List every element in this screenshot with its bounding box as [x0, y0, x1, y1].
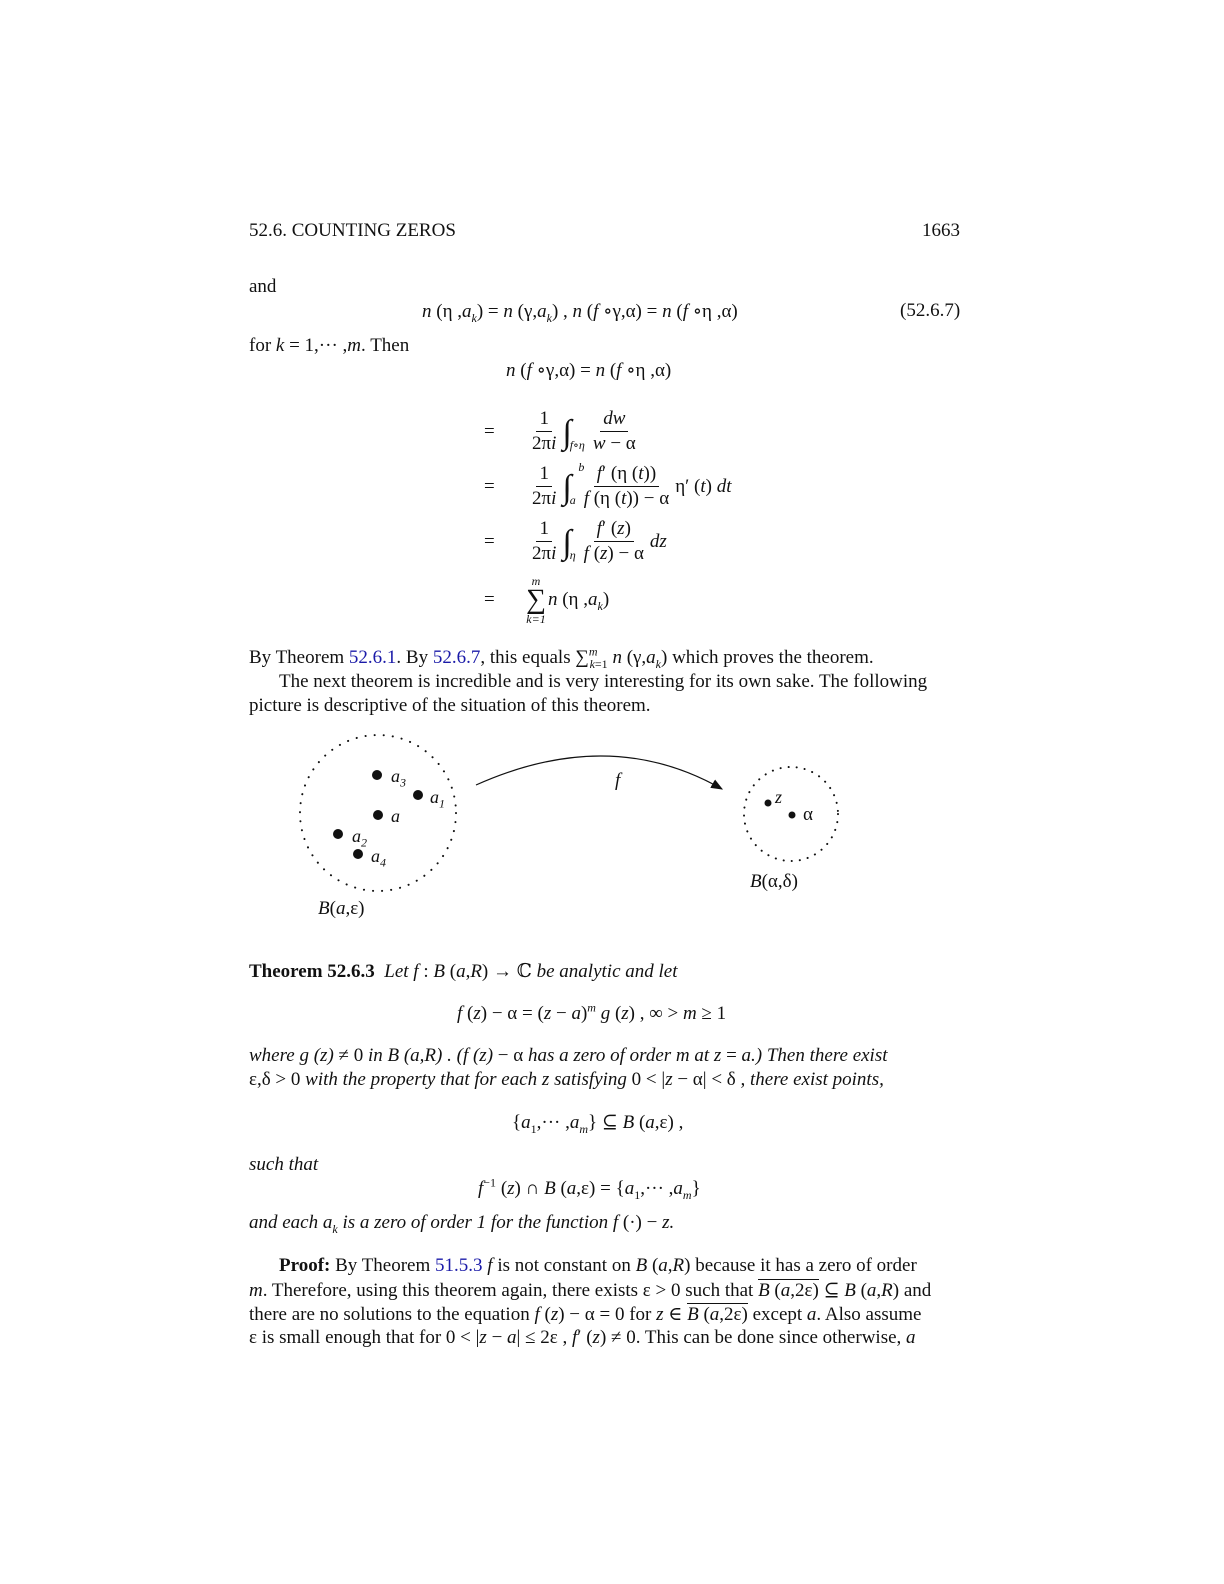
- proof-line-2: m. Therefore, using this theorem again, there exists ε > 0 such that B (a,2ε) ⊆ B (a,R) and: [249, 1280, 932, 1301]
- point-z: [765, 800, 772, 807]
- link-theorem-52-6-1[interactable]: 52.6.1: [348, 647, 397, 668]
- label-a4: $a_4$: [371, 846, 386, 870]
- derivation-first-line: n (f ∘γ,α) = n (f ∘η ,α): [506, 360, 672, 381]
- theorem-eps-line: ε,δ > 0 with the property that for each z satisfying 0 < |z − α| < δ , there exist points,: [249, 1069, 884, 1090]
- label-z: z: [775, 787, 783, 807]
- equation-number: (52.6.7): [900, 300, 961, 321]
- label-alpha: α: [803, 804, 813, 825]
- paragraph-next-theorem: The next theorem is incredible and is very interesting for its own sake. The following: [279, 671, 928, 692]
- figure-mapping: [280, 725, 860, 925]
- point-a1: [413, 790, 423, 800]
- proof-line-3: there are no solutions to the equation f (z) − α = 0 for z ∈ B (a,2ε) except a. Also assume: [249, 1304, 922, 1325]
- theorem-each-ak: and each $a_k$ is a zero of order 1 for the function f (·) − z.: [249, 1212, 675, 1236]
- theorem-preimage-line: $f^{-1}$ (z) ∩ B $(a,\varepsilon) = \{a_1,\cdot\cdot\cdot ,a_m\}$: [478, 1175, 701, 1202]
- mapping-arrow: [476, 756, 722, 789]
- text-for-k: for k = 1,··· ,m. Then: [249, 335, 410, 356]
- label-left-ball: B(a,ε): [318, 898, 365, 919]
- point-a: [373, 810, 383, 820]
- point-alpha: [789, 812, 796, 819]
- label-a: a: [391, 806, 400, 826]
- point-a3: [372, 770, 382, 780]
- running-header: 52.6. COUNTING ZEROS: [249, 220, 456, 241]
- derivation-line-2: = $\frac{1}{2\pi i}$ ∫ b a $\frac{f' (\eta (t))}{f (\eta (t)) - \alpha}$ η′ (t) dt: [484, 459, 732, 509]
- theorem-set-line: $\{a_1,\cdot\cdot\cdot ,a_m\}$ ⊆ B (a,ε) ,: [512, 1112, 684, 1136]
- theorem-where-line: where g (z) ≠ 0 in B (a,R) . (f (z) − α has a zero of order m at z = a.) Then there exist: [249, 1045, 888, 1066]
- theorem-such-that: such that: [249, 1154, 319, 1175]
- link-equation-52-6-7[interactable]: 52.6.7: [432, 647, 481, 668]
- point-a4: [353, 849, 363, 859]
- point-a2: [333, 829, 343, 839]
- text-and: and: [249, 276, 277, 297]
- label-right-ball: B(α,δ): [750, 871, 798, 892]
- proof-line-4: ε is small enough that for 0 < |z − a| ≤ 2ε , f′ (z) ≠ 0. This can be done since otherwise, a: [249, 1327, 916, 1348]
- equation-52-6-7: n (η $,a_k) = n$ $(\gamma,a_k)$ , n (f ∘γ,α) = n (f ∘η ,α): [422, 301, 738, 325]
- theorem-equation-1: f $(z) - \alpha = (z - a)^m$ g (z) , ∞ > m ≥ 1: [457, 1000, 727, 1024]
- link-theorem-51-5-3[interactable]: 51.5.3: [435, 1255, 483, 1276]
- proof-line-1: Proof: By Theorem 51.5.3 f is not constant on B (a,R) because it has a zero of order: [279, 1255, 917, 1276]
- label-a1: $a_1$: [430, 787, 445, 811]
- page-number: 1663: [922, 220, 960, 241]
- theorem-52-6-3-statement: Theorem 52.6.3 Let f : B (a,R) → ℂ be analytic and let: [249, 961, 678, 982]
- label-a3: $a_3$: [391, 766, 406, 790]
- paragraph-picture: picture is descriptive of the situation of this theorem.: [249, 695, 651, 716]
- derivation-line-1: = $\frac{1}{2\pi i}$ ∫ f∘η $\frac{dw}{w - \alpha}$: [484, 408, 636, 454]
- derivation-line-3: = $\frac{1}{2\pi i}$ ∫ η $\frac{f' (z)}{f (z) - \alpha}$ dz: [484, 518, 667, 564]
- label-f-arrow: f: [615, 770, 621, 791]
- text-by-theorem: By Theorem 52.6.1. By 52.6.7, this equals ∑$^m_{k=1}$ n $(\gamma,a_k)$ which proves the theorem.: [249, 644, 874, 671]
- derivation-line-4: = m ∑ k=1 n (η $,a_k$): [484, 574, 610, 626]
- label-a2: $a_2$: [352, 826, 367, 850]
